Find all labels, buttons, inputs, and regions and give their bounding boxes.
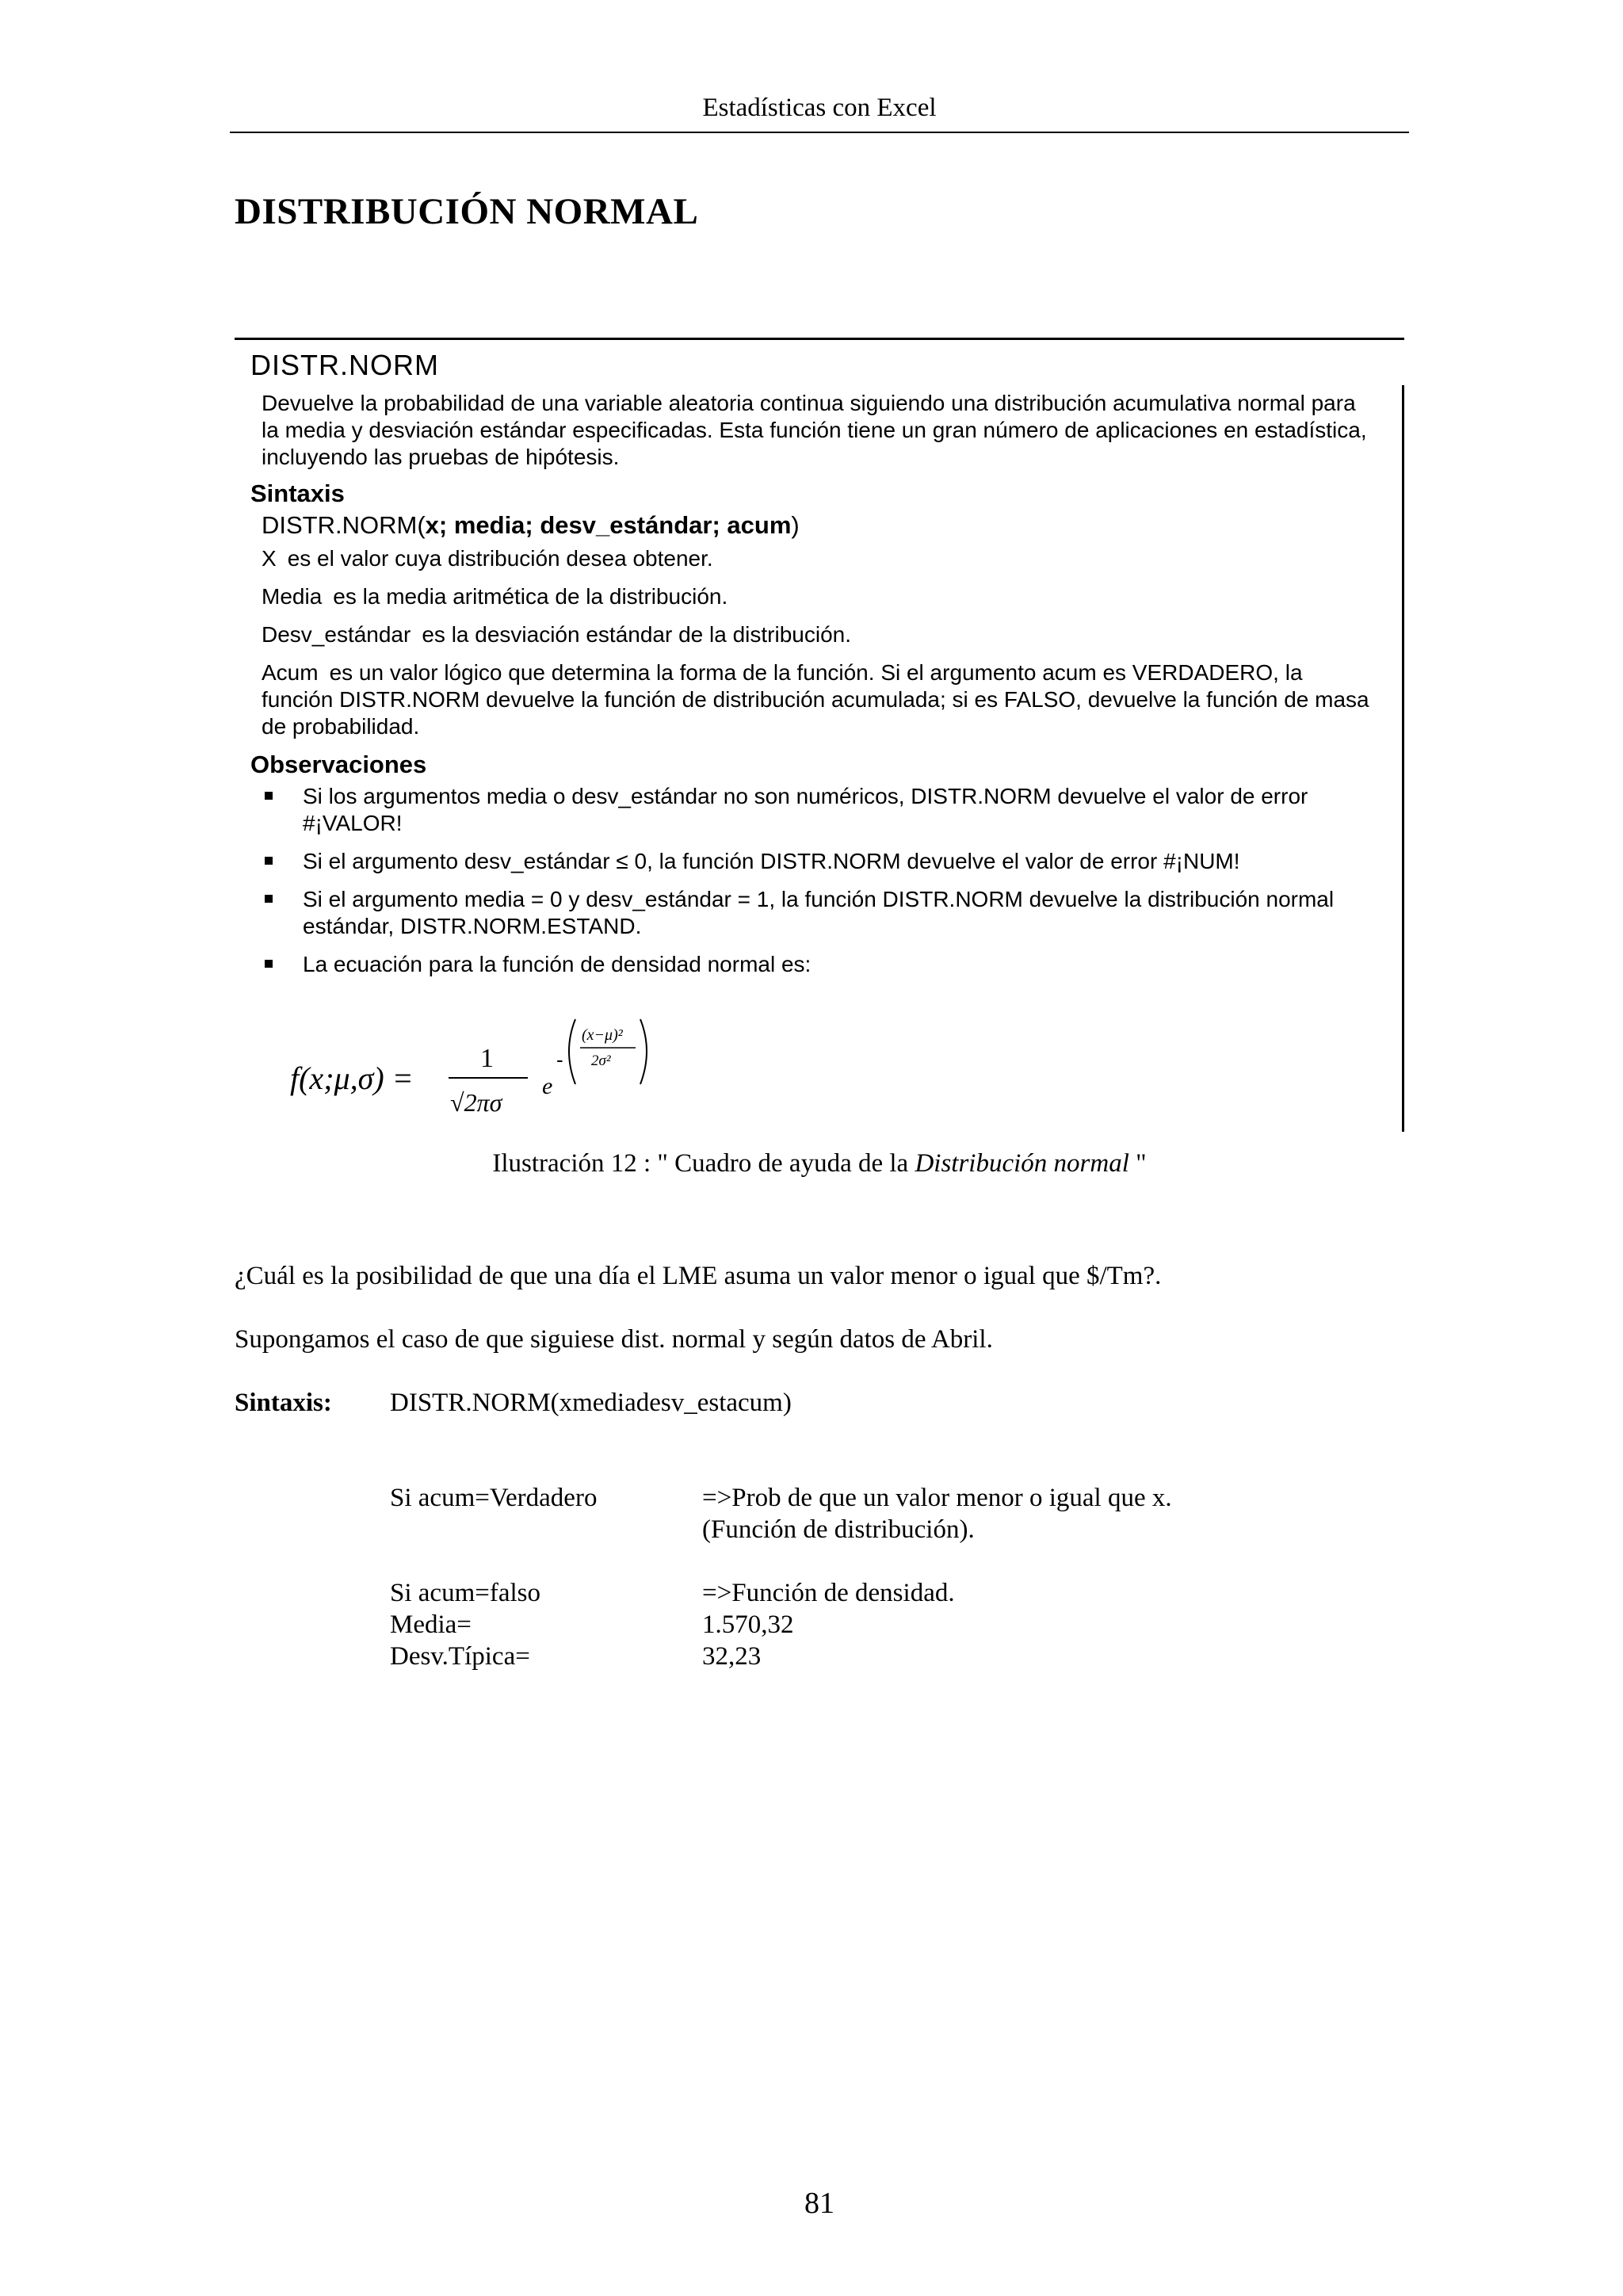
running-header: Estadísticas con Excel	[702, 94, 937, 122]
help-right-rule	[1402, 385, 1404, 1132]
header-rule	[230, 132, 1409, 133]
normal-density-formula	[290, 1011, 702, 1130]
arg-name: Acum	[262, 660, 319, 685]
arg-text: es un valor lógico que determina la forma de la función. Si el argumento acum es VERDADERO, la función DISTR.NORM devuelve la función de distribución acumulada; si es FALSO, devuelve la función de masa de probabilidad.	[262, 660, 1369, 739]
help-arg-desv	[262, 621, 1376, 648]
row-value: 32,23	[702, 1642, 762, 1671]
formula-base: e	[542, 1073, 553, 1099]
formula-numerator: 1	[480, 1044, 494, 1073]
help-screenshot	[235, 338, 1406, 1132]
list-item	[262, 951, 1376, 978]
help-arg-x	[262, 545, 1376, 572]
help-arg-media	[262, 583, 1376, 610]
figure-caption	[230, 1149, 1409, 1179]
syntax-arguments: x; media; desv_estándar; acum	[425, 511, 792, 539]
formula-denominator: √2πσ	[450, 1088, 502, 1117]
formula-right-paren	[640, 1019, 647, 1084]
arg-name: Media	[262, 584, 323, 609]
list-item	[262, 848, 1376, 875]
syntax-function: DISTR.NORM	[262, 511, 418, 539]
help-observations-list	[250, 783, 1376, 978]
row-value: 1.570,32	[702, 1610, 794, 1639]
bullet-icon	[265, 857, 273, 865]
row-value: =>Prob de que un valor menor o igual que x.	[702, 1484, 1172, 1512]
bullet-icon	[265, 792, 273, 800]
syntax-close-paren: )	[791, 511, 800, 539]
help-top-rule	[235, 338, 1404, 340]
syntax-value: DISTR.NORM(xmediadesv_estacum)	[390, 1389, 792, 1417]
caption-prefix: Ilustración 12 : " Cuadro de ayuda de la	[492, 1149, 915, 1178]
bullet-icon	[265, 895, 273, 903]
section-title: DISTRIBUCIÓN NORMAL	[235, 191, 699, 232]
row-label: Si acum=falso	[390, 1579, 540, 1607]
bullet-icon	[265, 960, 273, 968]
syntax-label: Sintaxis:	[235, 1389, 332, 1417]
row-label: Media=	[390, 1610, 472, 1639]
formula-exp-denominator: 2σ²	[591, 1052, 611, 1069]
row-label: Desv.Típica=	[390, 1642, 530, 1671]
arg-name: Desv_estándar	[262, 622, 411, 647]
observation-text: Si el argumento media = 0 y desv_estándar = 1, la función DISTR.NORM devuelve la distribución normal estándar, DISTR.NORM.ESTAND.	[303, 887, 1335, 938]
arg-text: es la desviación estándar de la distribución.	[422, 622, 851, 647]
help-syntax-line	[262, 512, 1376, 539]
arg-text: es el valor cuya distribución desea obtener.	[287, 546, 713, 571]
row-value: =>Función de densidad.	[702, 1579, 955, 1607]
question-paragraph: ¿Cuál es la posibilidad de que una día el LME asuma un valor menor o igual que $/Tm?.	[235, 1262, 1162, 1290]
help-observations-heading: Observaciones	[250, 751, 427, 778]
arg-text: es la media aritmética de la distribución.	[333, 584, 728, 609]
help-body	[250, 390, 1376, 989]
observation-text: La ecuación para la función de densidad normal es:	[303, 952, 812, 976]
row-label: Si acum=Verdadero	[390, 1484, 598, 1512]
page-number: 81	[804, 2187, 834, 2220]
help-syntax-heading: Sintaxis	[250, 479, 345, 507]
list-item	[262, 886, 1376, 940]
caption-italic: Distribución normal	[915, 1149, 1129, 1178]
formula-left-paren	[569, 1019, 575, 1084]
formula-exp-numerator: (x−μ)²	[582, 1026, 623, 1044]
caption-suffix: "	[1128, 1149, 1147, 1178]
formula-minus: -	[556, 1048, 563, 1072]
help-function-name: DISTR.NORM	[250, 349, 439, 381]
formula-lhs: f(x;μ,σ) =	[290, 1060, 414, 1096]
observation-text: Si los argumentos media o desv_estándar no son numéricos, DISTR.NORM devuelve el valor de error #¡VALOR!	[303, 784, 1308, 835]
help-description: Devuelve la probabilidad de una variable aleatoria continua siguiendo una distribución acumulativa normal para la media y desviación estándar especificadas. Esta función tiene un gran número de aplicaciones en estadística, incluyendo las pruebas de hipótesis.	[262, 391, 1367, 469]
help-arg-acum	[262, 659, 1376, 740]
list-item	[262, 783, 1376, 837]
arg-name: X	[262, 546, 277, 571]
syntax-open-paren: (	[417, 511, 426, 539]
assumption-paragraph: Supongamos el caso de que siguiese dist. normal y según datos de Abril.	[235, 1325, 993, 1354]
row-value: (Función de distribución).	[702, 1515, 975, 1544]
observation-text: Si el argumento desv_estándar ≤ 0, la función DISTR.NORM devuelve el valor de error #¡NUM!	[303, 849, 1240, 873]
